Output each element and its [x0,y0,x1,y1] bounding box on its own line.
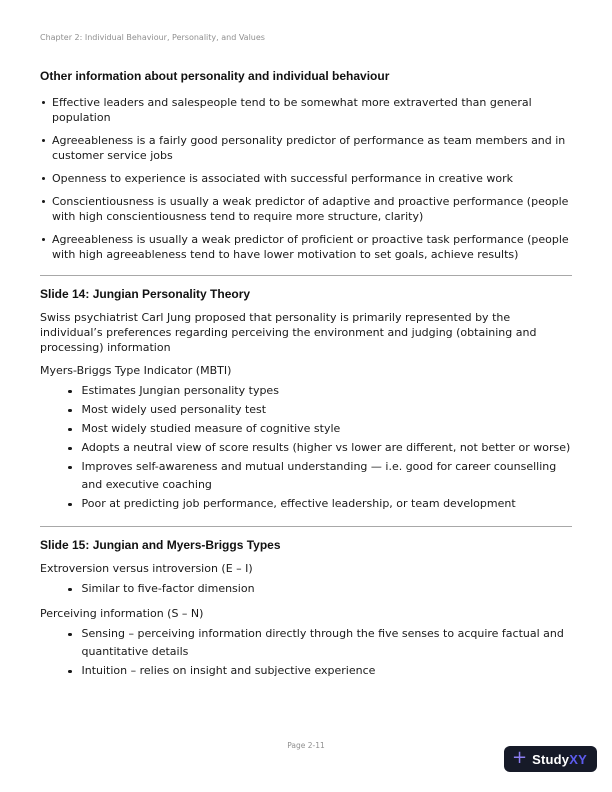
extroversion-bullet-list [40,580,572,598]
slide-15-title: Slide 15: Jungian and Myers-Briggs Types [40,538,281,552]
bullet-dot-icon [68,390,72,394]
bullet-dot-icon [42,200,45,203]
plus-icon: + [512,747,528,768]
list-item [68,382,572,400]
list-item-text: Estimates Jungian personality types [81,384,279,397]
bullet-dot-icon [42,177,45,180]
list-item [40,133,572,163]
list-item [68,662,572,680]
list-item [68,439,572,457]
bullet-dot-icon [68,466,72,470]
bullet-dot-icon [42,101,45,104]
list-item-text: Agreeableness is usually a weak predictor of proficient or proactive task performance (people with high agreeableness tend to have lower motivation to set goals, achieve results) [52,233,569,261]
list-item-text: Conscientiousness is usually a weak predictor of adaptive and proactive performance (people with high conscientiousness tend to require more structure, clarity) [52,195,569,223]
list-item [40,171,572,186]
chapter-header: Chapter 2: Individual Behaviour, Personality, and Values [40,33,265,42]
bullet-dot-icon [68,588,72,592]
bullet-dot-icon [42,238,45,241]
studyxy-logo [504,746,597,772]
list-item [68,458,572,494]
list-item-text: Agreeableness is a fairly good personality predictor of performance as team members and in customer service jobs [52,134,566,162]
bullet-dot-icon [68,409,72,413]
list-item-text: Most widely studied measure of cognitive style [81,422,341,435]
bullet-dot-icon [68,447,72,451]
list-item [68,401,572,419]
list-item-text: Sensing – perceiving information directly through the five senses to acquire factual and quantitative details [81,627,564,658]
bullet-dot-icon [68,428,72,432]
mbti-bullet-list [40,382,572,513]
list-item [68,420,572,438]
list-item-text: Improves self-awareness and mutual understanding — i.e. good for career counselling and executive coaching [81,460,557,491]
mbti-lead-text: Myers-Briggs Type Indicator (MBTI) [40,364,232,377]
bullet-dot-icon [68,670,72,674]
list-item [68,580,572,598]
list-item-text: Poor at predicting job performance, effective leadership, or team development [81,497,516,510]
list-item-text: Intuition – relies on insight and subjective experience [81,664,376,677]
list-item-text: Effective leaders and salespeople tend to be somewhat more extraverted than general population [52,96,532,124]
page-number: Page 2-11 [287,741,325,750]
list-item [68,495,572,513]
perceiving-lead-text: Perceiving information (S – N) [40,607,204,620]
bullet-dot-icon [68,633,72,637]
list-item-text: Openness to experience is associated with successful performance in creative work [52,172,514,185]
list-item [40,232,572,262]
slide-14-title: Slide 14: Jungian Personality Theory [40,287,251,301]
logo-text-study: Study [532,751,570,767]
list-item-text: Adopts a neutral view of score results (higher vs lower are different, not better or worse) [81,441,571,454]
extroversion-lead-text: Extroversion versus introversion (E – I) [40,562,253,575]
list-item [40,194,572,224]
section-title-other-information: Other information about personality and individual behaviour [40,69,390,83]
list-item [40,95,572,125]
list-item-text: Similar to five-factor dimension [81,582,255,595]
bullet-dot-icon [42,139,45,142]
bullet-dot-icon [68,503,72,507]
section-divider [40,275,572,276]
list-item-text: Most widely used personality test [81,403,267,416]
list-item [68,625,572,661]
perceiving-bullet-list [40,625,572,680]
section-divider [40,526,572,527]
slide-14-paragraph: Swiss psychiatrist Carl Jung proposed that personality is primarily represented by the individual’s preferences regarding perceiving the environment and judging (obtaining and processing) information [40,311,537,354]
personality-bullet-list [40,95,572,262]
logo-text-xy: XY [569,751,587,767]
